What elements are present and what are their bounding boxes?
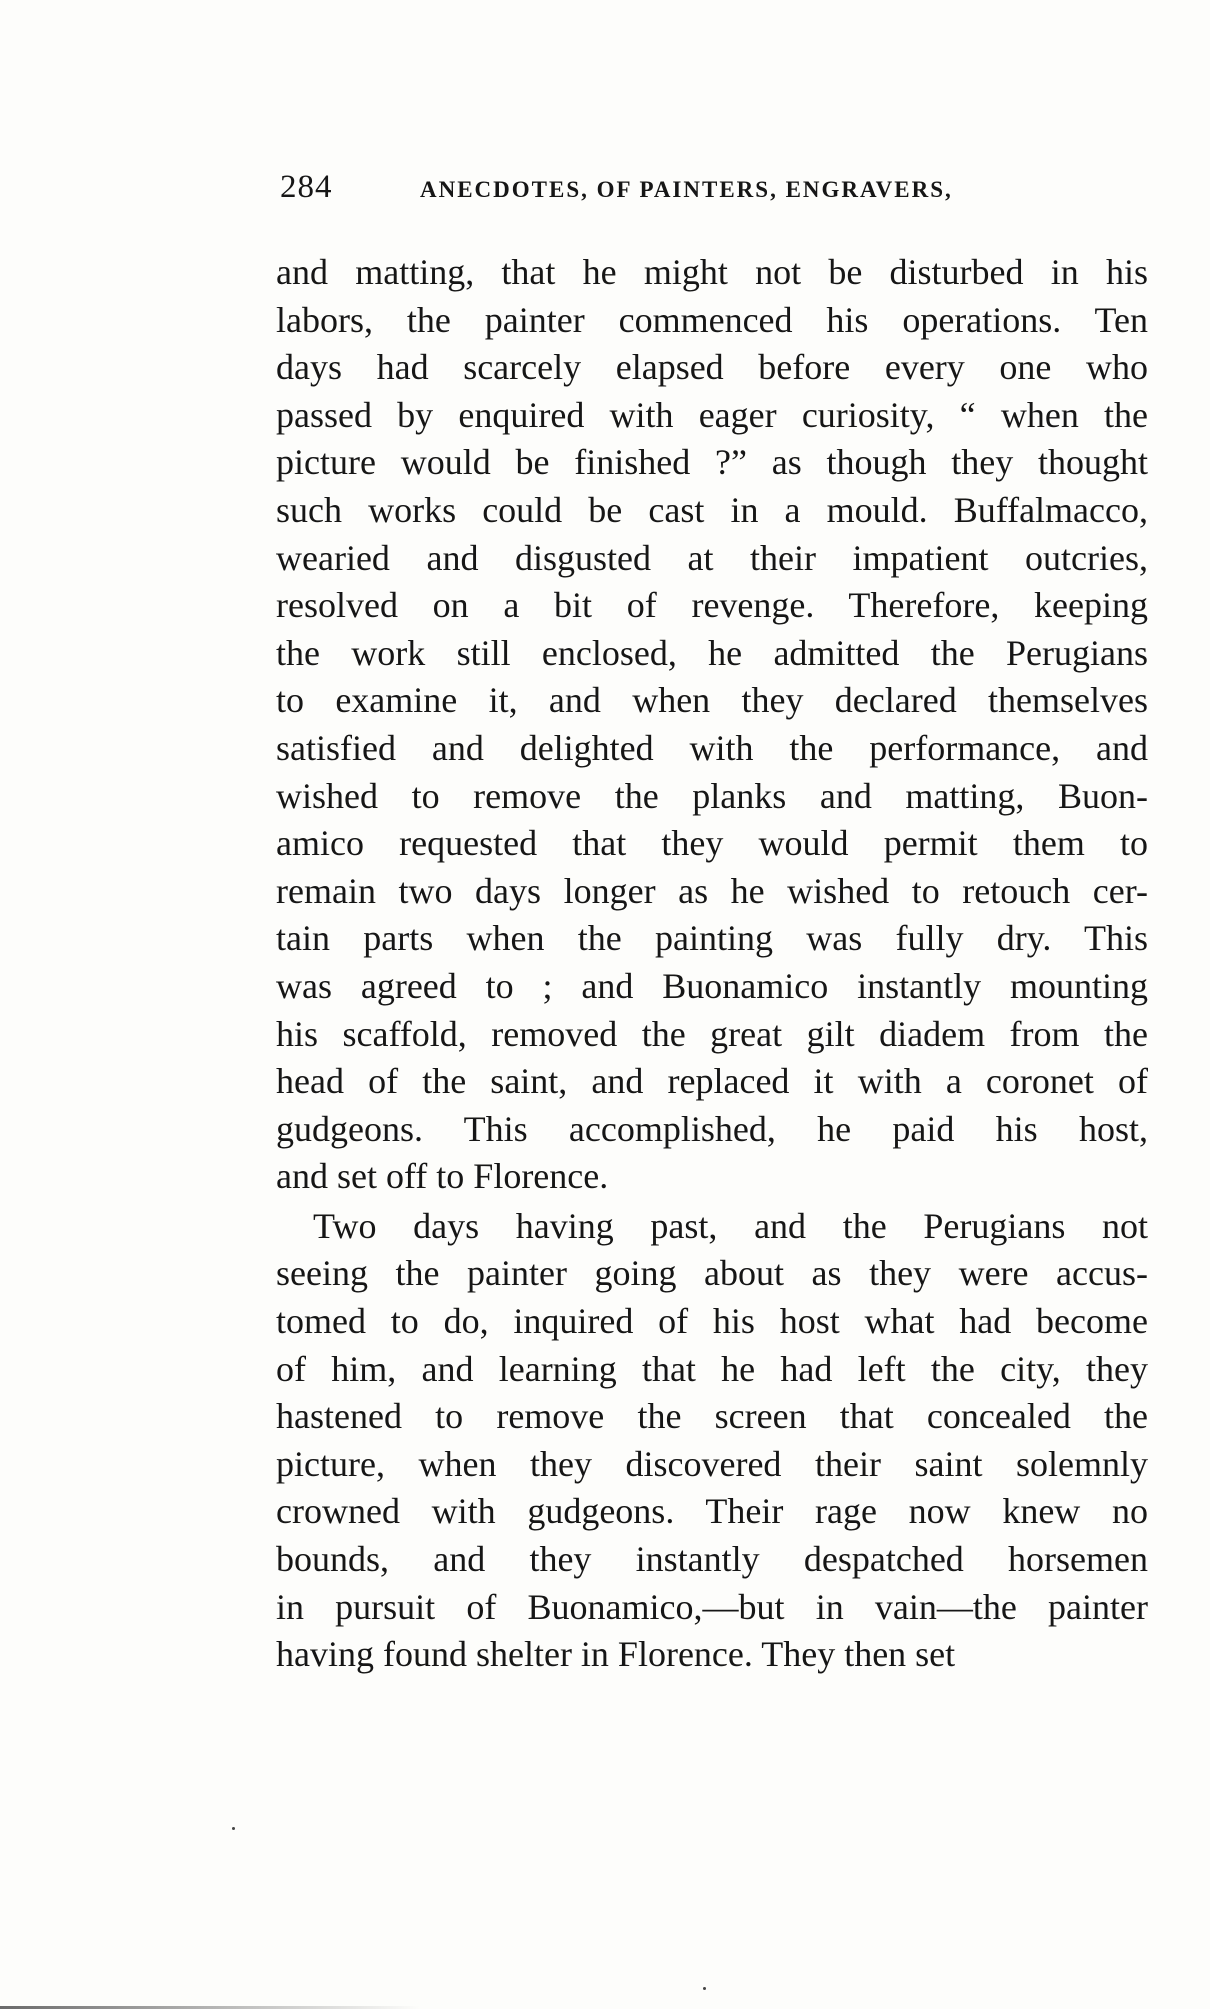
text-line: wearied and disgusted at their impatient outcries, bbox=[276, 537, 1148, 578]
text-line: resolved on a bit of revenge. Therefore, keeping bbox=[276, 585, 1148, 626]
text-line: labors, the painter commenced his operations. Ten bbox=[276, 299, 1148, 340]
text-line: such works could be cast in a mould. Buffalmacco, bbox=[276, 489, 1148, 530]
text-line: his scaffold, removed the great gilt diadem from the bbox=[276, 1013, 1148, 1054]
text-line: passed by enquired with eager curiosity, “ when the bbox=[276, 394, 1148, 435]
text-line: the work still enclosed, he admitted the Perugians bbox=[276, 632, 1148, 673]
text-line: crowned with gudgeons. Their rage now knew no bbox=[276, 1491, 1148, 1532]
text-line: to examine it, and when they declared themselves bbox=[276, 680, 1148, 721]
text-line: head of the saint, and replaced it with a coronet of bbox=[276, 1061, 1148, 1102]
text-line: picture would be finished ?” as though they thought bbox=[276, 442, 1148, 483]
body-text bbox=[276, 249, 1148, 1679]
text-line: seeing the painter going about as they were accus- bbox=[276, 1253, 1148, 1294]
ink-speck bbox=[703, 1987, 706, 1990]
text-line: tain parts when the painting was fully dry. This bbox=[276, 918, 1148, 959]
text-line: remain two days longer as he wished to retouch cer- bbox=[276, 870, 1148, 911]
text-line: gudgeons. This accomplished, he paid his host, bbox=[276, 1108, 1148, 1149]
paragraph-2 bbox=[276, 1203, 1148, 1679]
text-line: in pursuit of Buonamico,—but in vain—the painter bbox=[276, 1586, 1148, 1627]
text-line: days had scarcely elapsed before every one who bbox=[276, 347, 1148, 388]
text-line: bounds, and they instantly despatched horsemen bbox=[276, 1539, 1148, 1580]
text-line: picture, when they discovered their saint solemnly bbox=[276, 1443, 1148, 1484]
text-line: of him, and learning that he had left the city, they bbox=[276, 1348, 1148, 1389]
text-line: having found shelter in Florence. They then set bbox=[276, 1634, 956, 1675]
text-line: wished to remove the planks and matting, Buon- bbox=[276, 775, 1148, 816]
text-line: satisfied and delighted with the performance, and bbox=[276, 727, 1148, 768]
ink-speck bbox=[232, 1827, 235, 1830]
running-head: ANECDOTES, OF PAINTERS, ENGRAVERS, bbox=[420, 177, 953, 202]
text-line: and set off to Florence. bbox=[276, 1156, 609, 1197]
text-line: Two days having past, and the Perugians not bbox=[313, 1205, 1148, 1246]
text-line: and matting, that he might not be disturbed in his bbox=[276, 252, 1148, 292]
text-line: amico requested that they would permit them to bbox=[276, 823, 1148, 864]
text-line: tomed to do, inquired of his host what had become bbox=[276, 1301, 1148, 1342]
text-line: hastened to remove the screen that concealed the bbox=[276, 1396, 1148, 1437]
paragraph-1 bbox=[276, 249, 1148, 1201]
text-line: was agreed to ; and Buonamico instantly mounting bbox=[276, 965, 1148, 1006]
page-number: 284 bbox=[280, 169, 333, 205]
